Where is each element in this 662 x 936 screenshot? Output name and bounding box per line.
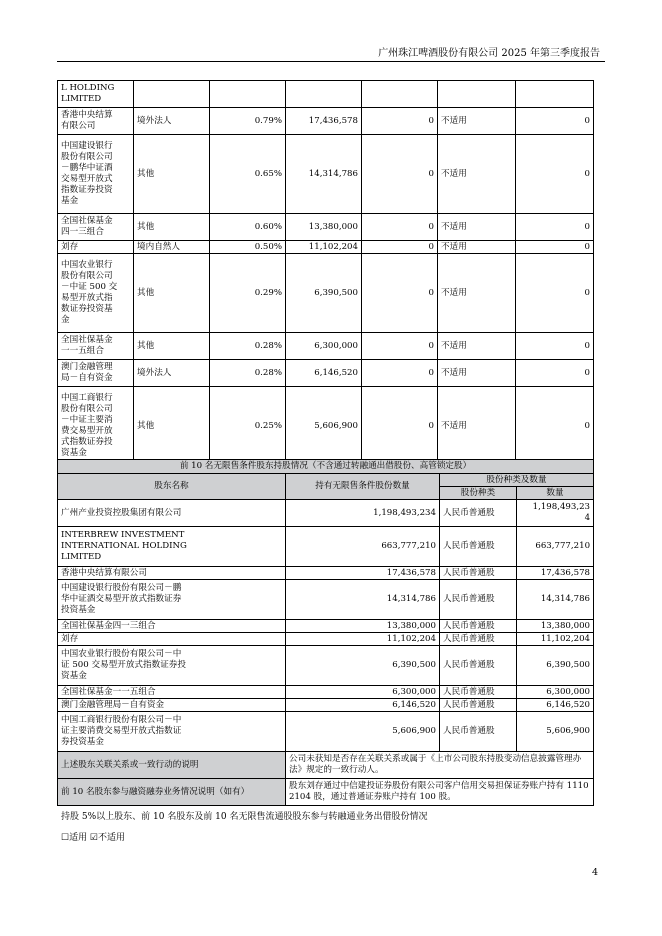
holding-shares: 13,380,000 [286,214,362,241]
section-title: 前 10 名无限售条件股东持股情况（不含通过转融通出借股份、高管锁定股） [58,460,594,474]
holding-ratio: 0.65% [210,135,286,214]
pledge-qty: 0 [516,108,594,135]
pledge-qty: 0 [516,135,594,214]
pledge-qty: 0 [516,254,594,333]
table-row [58,500,594,527]
unrestricted-shares: 14,314,786 [286,580,440,620]
shareholder-nature [134,81,210,108]
pledge-qty: 0 [516,214,594,241]
report-header-title: 广州珠江啤酒股份有限公司 2025 年第三季度报告 [378,48,600,59]
holding-ratio: 0.79% [210,108,286,135]
shareholder-name: 全国社保基金四一三组合 [58,620,286,633]
pledge-status: 不适用 [438,135,516,214]
margin-trading-note-label: 前 10 名股东参与融资融券业务情况说明（如有） [58,779,286,806]
holding-shares [286,81,362,108]
shareholder-name: 香港中央结算 有限公司 [58,108,134,135]
share-type: 人民币普通股 [440,500,517,527]
pledge-qty: 0 [516,360,594,387]
holding-ratio: 0.28% [210,333,286,360]
shareholder-name: 中国建设银行股份有限公司－鹏 华中证酒交易型开放式指数证券 投资基金 [58,580,286,620]
shareholder-nature: 其他 [134,387,210,466]
pledge-status: 不适用 [438,241,516,254]
shareholder-name: 广州产业投资控股集团有限公司 [58,500,286,527]
pledge-status: 不适用 [438,387,516,466]
pledge-status: 不适用 [438,333,516,360]
shareholder-name: 全国社保基金一一五组合 [58,686,286,699]
table-row [58,712,594,752]
holding-ratio: 0.28% [210,360,286,387]
pledge-status [438,81,516,108]
share-type: 人民币普通股 [440,699,517,712]
share-qty: 14,314,786 [517,580,594,620]
share-qty: 6,300,000 [517,686,594,699]
share-qty: 13,380,000 [517,620,594,633]
related-party-note-label: 上述股东关联关系或一致行动的说明 [58,752,286,779]
share-type: 人民币普通股 [440,527,517,567]
table-row [58,360,594,387]
pledge-status: 不适用 [438,360,516,387]
shareholder-name: 全国社保基金 四一三组合 [58,214,134,241]
shareholder-nature: 境外法人 [134,360,210,387]
applicability-checkboxes: ☐适用 ☑不适用 [61,833,125,843]
pledge-qty: 0 [516,333,594,360]
footnote-lending: 持股 5%以上股东、前 10 名股东及前 10 名无限售流通股股东参与转融通业务出借股份情况 [61,812,428,822]
unrestricted-shares: 6,146,520 [286,699,440,712]
table-row [58,387,594,466]
shareholder-nature: 其他 [134,333,210,360]
unrestricted-shares: 6,300,000 [286,686,440,699]
table-row [58,254,594,333]
shareholder-nature: 其他 [134,214,210,241]
share-type: 人民币普通股 [440,633,517,646]
share-type: 人民币普通股 [440,580,517,620]
margin-trading-note-row [58,779,594,806]
holding-ratio: 0.60% [210,214,286,241]
shareholder-name: 刘存 [58,241,134,254]
share-type: 人民币普通股 [440,646,517,686]
table-row [58,633,594,646]
related-party-note-row [58,752,594,779]
table-row [58,333,594,360]
table-row [58,241,594,254]
unrestricted-shares: 11,102,204 [286,633,440,646]
table-row [58,527,594,567]
shareholder-name: 中国工商银行股份有限公司－中 证主要消费交易型开放式指数证 券投资基金 [58,712,286,752]
share-type: 人民币普通股 [440,712,517,752]
holding-ratio: 0.25% [210,387,286,466]
holding-ratio: 0.50% [210,241,286,254]
col-header-name: 股东名称 [58,474,286,500]
share-type: 人民币普通股 [440,620,517,633]
holding-shares: 14,314,786 [286,135,362,214]
header-divider [57,61,605,62]
restricted-shares: 0 [362,360,438,387]
shareholder-name: 全国社保基金 一一五组合 [58,333,134,360]
share-qty: 1,198,493,23 4 [517,500,594,527]
shareholder-name: 中国农业银行股份有限公司－中 证 500 交易型开放式指数证券投 资基金 [58,646,286,686]
restricted-shares: 0 [362,387,438,466]
pledge-qty [516,81,594,108]
shareholder-nature: 境外法人 [134,108,210,135]
share-qty: 17,436,578 [517,567,594,580]
shareholder-name: 中国农业银行 股份有限公司 －中证 500 交 易型开放式指 数证券投资基 金 [58,254,134,333]
top10-shareholders-table-continued [57,80,594,466]
unrestricted-shares: 663,777,210 [286,527,440,567]
shareholder-nature: 其他 [134,254,210,333]
col-header-type-group: 股份种类及数量 [440,474,594,487]
holding-shares: 5,606,900 [286,387,362,466]
shareholder-nature: 其他 [134,135,210,214]
col-header-shares: 持有无限售条件股份数量 [286,474,440,500]
pledge-status: 不适用 [438,254,516,333]
unrestricted-shares: 13,380,000 [286,620,440,633]
holding-ratio [210,81,286,108]
holding-ratio: 0.29% [210,254,286,333]
table-row [58,108,594,135]
related-party-note-text: 公司未获知是否存在关联关系或属于《上市公司股东持股变动信息披露管理办法》规定的一致行动人。 [286,752,594,779]
share-qty: 6,146,520 [517,699,594,712]
share-type: 人民币普通股 [440,567,517,580]
share-qty: 11,102,204 [517,633,594,646]
restricted-shares: 0 [362,241,438,254]
table-row [58,580,594,620]
share-qty: 663,777,210 [517,527,594,567]
holding-shares: 6,146,520 [286,360,362,387]
shareholder-name: 澳门金融管理局－自有资金 [58,699,286,712]
shareholder-name: 中国工商银行 股份有限公司 －中证主要消 费交易型开放 式指数证券投 资基金 [58,387,134,466]
table-row [58,81,594,108]
restricted-shares: 0 [362,333,438,360]
restricted-shares: 0 [362,135,438,214]
shareholder-name: L HOLDING LIMITED [58,81,134,108]
page-number: 4 [592,867,599,878]
table-row [58,646,594,686]
table-row [58,686,594,699]
table-row [58,567,594,580]
margin-trading-note-text: 股东刘存通过中信建投证券股份有限公司客户信用交易担保证券账户持有 11102104 股，通过普通证券账户持有 100 股。 [286,779,594,806]
shareholder-name: 刘存 [58,633,286,646]
restricted-shares: 0 [362,254,438,333]
holding-shares: 6,300,000 [286,333,362,360]
holding-shares: 6,390,500 [286,254,362,333]
unrestricted-shares: 5,606,900 [286,712,440,752]
shareholder-name: 中国建设银行 股份有限公司 －鹏华中证酒 交易型开放式 指数证券投资 基金 [58,135,134,214]
table-row [58,699,594,712]
shareholder-nature: 境内自然人 [134,241,210,254]
share-qty: 5,606,900 [517,712,594,752]
pledge-qty: 0 [516,387,594,466]
share-type: 人民币普通股 [440,686,517,699]
holding-shares: 17,436,578 [286,108,362,135]
restricted-shares: 0 [362,108,438,135]
shareholder-name: INTERBREW INVESTMENT INTERNATIONAL HOLDING LIMITED [58,527,286,567]
unrestricted-shares: 17,436,578 [286,567,440,580]
table-row [58,214,594,241]
table-row [58,620,594,633]
pledge-status: 不适用 [438,108,516,135]
holding-shares: 11,102,204 [286,241,362,254]
pledge-status: 不适用 [438,214,516,241]
unrestricted-shares: 6,390,500 [286,646,440,686]
table-row [58,135,594,214]
top10-unrestricted-shareholders-table [57,459,594,806]
unrestricted-shares: 1,198,493,234 [286,500,440,527]
col-header-type: 股份种类 [440,487,517,500]
col-header-qty: 数量 [517,487,594,500]
pledge-qty: 0 [516,241,594,254]
restricted-shares: 0 [362,214,438,241]
shareholder-name: 澳门金融管理 局－自有资金 [58,360,134,387]
shareholder-name: 香港中央结算有限公司 [58,567,286,580]
share-qty: 6,390,500 [517,646,594,686]
restricted-shares [362,81,438,108]
